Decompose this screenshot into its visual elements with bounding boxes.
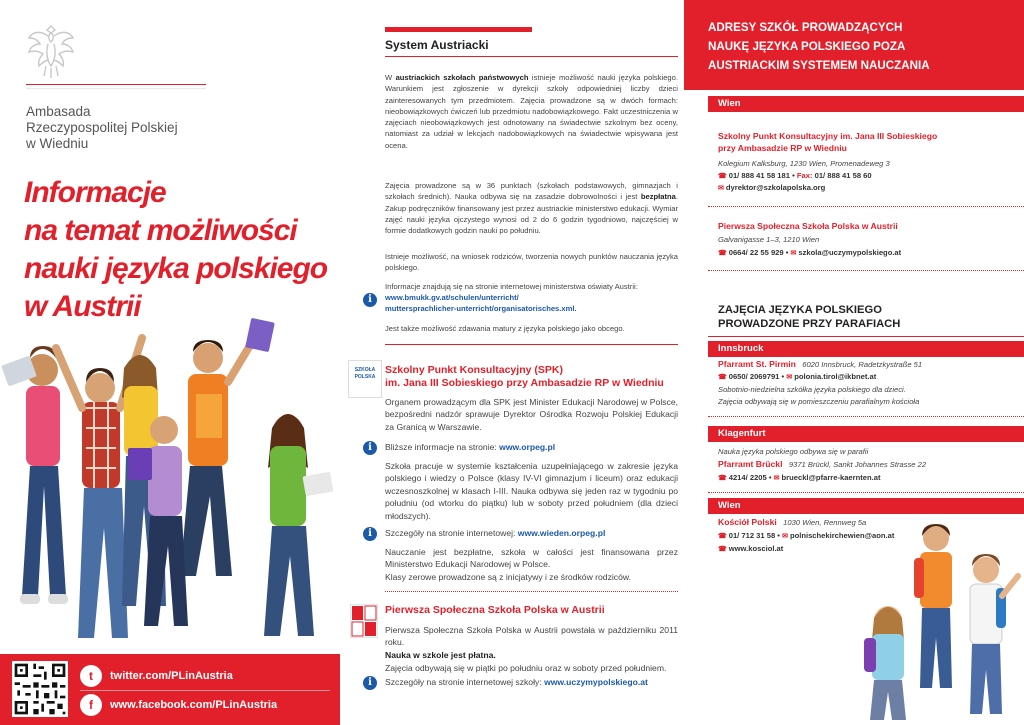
spk-paragraph-4: Klasy zerowe prowadzone są z inicjatywy i ze środków rodziców. [385, 572, 631, 582]
polish-church-name: Kościół Polski [718, 517, 777, 527]
spk-info-2-label: Szczegóły na stronie internetowej: [385, 528, 518, 538]
twitter-link[interactable] [80, 665, 233, 687]
parishes-title-line-2: PROWADZONE PRZY PARAFIACH [718, 318, 901, 330]
phone-icon: ☎ [718, 546, 727, 553]
phone-icon: ☎ [718, 533, 727, 540]
polish-church-phone: 01/ 712 31 58 [728, 531, 776, 540]
system-paragraph-1 [385, 72, 678, 151]
student-figure [264, 414, 334, 636]
section-divider [385, 591, 678, 592]
kosciol-link[interactable]: www.kosciol.at [728, 544, 784, 553]
title-line-2: na temat możliwości [24, 214, 297, 247]
child-figure [970, 554, 1018, 714]
spk-email[interactable]: dyrektor@szkolapolska.org [725, 183, 826, 192]
spk-contact: ☎ 01/ 888 41 58 181 • Fax: 01/ 888 41 58 60 [718, 171, 872, 180]
phone-icon: ☎ [718, 250, 727, 257]
embassy-line-3: w Wiedniu [26, 136, 89, 151]
pss-contact: ☎ 0664/ 22 55 929 • ✉ szkola@uczymypolskiego.at [718, 248, 902, 257]
facebook-url[interactable]: www.facebook.com/PLinAustria [110, 699, 278, 711]
city-bar-wien: Wien [708, 96, 1024, 112]
spk-fax: 01/ 888 41 58 60 [814, 171, 872, 180]
spk-info-1-label: Bliższe informacje na stronie: [385, 442, 500, 452]
spk-school-name [718, 130, 1024, 154]
info-icon: i [363, 293, 377, 307]
section-rule [385, 56, 678, 57]
polish-church-address: 1030 Wien, Rennweg 5a [783, 518, 867, 527]
p1-bold: austriackich szkołach państwowych [395, 73, 529, 82]
p1-prefix: W [385, 73, 396, 82]
system-paragraph-2 [385, 180, 678, 236]
p2-rest: . Zakup podręczników finansowany jest przez austriackie ministerstwo edukacji. Wymiar zajęć nauki języka ojczystego wynosi od 2 do 6 godzin tygodniowo, najczęściej w formie dodatkowych godzin nauki po południu. [385, 192, 678, 236]
innsbruck-email[interactable]: polonia.tirol@ikbnet.at [794, 372, 877, 381]
parishes-title [718, 303, 900, 331]
section-divider [708, 416, 1024, 417]
header-line-3: AUSTRIACKIM SYSTEMEM NAUCZANIA [708, 59, 930, 72]
middle-column [340, 0, 684, 725]
spk-school-name-line-2: przy Ambasadzie RP w Wiedniu [718, 143, 847, 153]
innsbruck-contact: ☎ 0650/ 2069791 • ✉ polonia.tirol@ikbnet.at [718, 372, 877, 381]
qr-code-icon[interactable] [12, 661, 68, 717]
orpeg-link[interactable]: www.orpeg.pl [499, 442, 556, 452]
child-figure [864, 606, 906, 720]
bmukk-link-line-2[interactable]: muttersprachlicher-unterricht/organisatorisches.xml. [385, 304, 577, 314]
pss-info-label: Szczegóły na stronie internetowej szkoły: [385, 677, 545, 687]
bmukk-link[interactable] [385, 292, 678, 315]
klagenfurt-email[interactable]: brueckl@pfarre-kaernten.at [781, 473, 881, 482]
innsbruck-phone: 0650/ 2069791 [728, 372, 780, 381]
parishes-title-line-1: ZAJĘCIA JĘZYKA POLSKIEGO [718, 304, 882, 316]
klagenfurt-note: Nauka języka polskiego odbywa się w parafii [718, 447, 869, 456]
klagenfurt-phone: 4214/ 2205 [728, 473, 767, 482]
pss-paragraph-1: Pierwsza Społeczna Szkoła Polska w Austrii powstała w październiku 2011 roku. [385, 625, 678, 648]
student-figure [1, 346, 68, 604]
fax-label: Fax: [796, 171, 813, 180]
phone-icon: ☎ [718, 374, 727, 381]
polish-church-contact: ☎ 01/ 712 31 58 • ✉ polnischekirchewien@aon.at [718, 531, 895, 540]
title-line-4: w Austrii [24, 290, 141, 323]
mail-icon: ✉ [718, 185, 724, 192]
spk-logo-text: SZKOŁA POLSKA [354, 367, 376, 380]
title-line-3: nauki języka polskiego [24, 252, 328, 285]
spk-paragraph-2: Szkoła pracuje w systemie kształcenia uzupełniającego w zakresie języka polskiego i wiedzy o Polsce (klasy IV-VI gimnazjum i liceum) oraz edukacji wczesnoszkolnej w klasach I-III. Nauka odbywa się jeden raz w tygodniu po południu (od wtorku do piątku) lub w soboty przed południem (dla dzieci młodszych). [385, 461, 678, 521]
innsbruck-parish-name: Pfarramt St. Pirmin [718, 359, 796, 369]
facebook-link[interactable] [80, 694, 277, 716]
mail-icon: ✉ [773, 475, 780, 482]
pss-info [385, 676, 678, 688]
spk-address: Kolegium Kalksburg, 1230 Wien, Promenadeweg 3 [718, 159, 890, 168]
system-paragraph-4: Informacje znajdują się na stronie internetowej ministerstwa oświaty Austrii: [385, 282, 638, 291]
eagle-emblem-icon [26, 22, 76, 80]
phone-icon: ☎ [718, 173, 727, 180]
embassy-line-1: Ambasada [26, 104, 91, 119]
phone-icon: ☎ [718, 475, 727, 482]
spk-info-1 [385, 441, 678, 453]
klagenfurt-parish-name: Pfarramt Brückl [718, 459, 783, 469]
twitter-url[interactable]: twitter.com/PLinAustria [110, 670, 233, 682]
pss-logo [350, 604, 378, 638]
klagenfurt-parish [718, 458, 1024, 470]
embassy-rule [26, 84, 206, 85]
p2-bold: bezpłatna [640, 192, 676, 202]
section-divider [708, 206, 1024, 207]
klagenfurt-address: 9371 Brückl, Sankt Johannes Strasse 22 [788, 460, 927, 469]
pss-paragraph-3: Zajęcia odbywają się w piątki po południu oraz w soboty przed południem. [385, 663, 667, 673]
spk-paragraph-3: Nauczanie jest bezpłatne, szkoła w całości jest finansowana przez Ministerstwo Edukacji Narodowej w Polsce. [385, 547, 678, 570]
pss-school-name: Pierwsza Społeczna Szkoła Polska w Austrii [718, 221, 898, 231]
spk-paragraph-1: Organem prowadzącym dla SPK jest Minister Edukacji Narodowej w Polsce, bezpośredni nadzór sprawuje Dyrektor Ośrodka Rozwoju Polskiej Edukacji za Granicą w Warszawie. [385, 397, 678, 432]
header-line-2: NAUKĘ JĘZYKA POLSKIEGO POZA [708, 40, 906, 53]
spk-school-name-line-1: Szkolny Punkt Konsultacyjny im. Jana III Sobieskiego [718, 131, 938, 141]
pss-phone: 0664/ 22 55 929 [728, 248, 784, 257]
header-line-1: ADRESY SZKÓŁ PROWADZĄCYCH [708, 21, 903, 34]
city-bar-klagenfurt: Klagenfurt [708, 426, 1024, 442]
section-rule [708, 336, 1024, 337]
title-line-1: Informacje [24, 176, 166, 209]
spk-title [385, 364, 678, 390]
student-figure [180, 318, 275, 576]
addresses-header [684, 0, 1024, 90]
system-paragraph-3: Istnieje możliwość, na wniosek rodziców, tworzenia nowych punktów nauczania języka polskiego. [385, 252, 678, 273]
spk-title-line-1: Szkolny Punkt Konsultacyjny (SPK) [385, 364, 563, 376]
students-photo [0, 298, 340, 658]
innsbruck-parish [718, 358, 1024, 370]
embassy-rule-light [26, 88, 206, 89]
facebook-icon: f [80, 694, 102, 716]
twitter-icon: t [80, 665, 102, 687]
pss-email[interactable]: szkola@uczymypolskiego.at [798, 248, 902, 257]
uczymypolskiego-link[interactable]: www.uczymypolskiego.at [544, 677, 648, 687]
section-divider [708, 270, 1024, 271]
info-icon: i [363, 527, 377, 541]
section-divider [708, 492, 1024, 493]
spk-email-row [718, 182, 1024, 194]
innsbruck-note-2: Zajęcia odbywają się w pomieszczeniu parafialnym kościoła [718, 397, 920, 406]
polish-church-email[interactable]: polnischekirchewien@aon.at [789, 531, 895, 540]
info-icon: i [363, 676, 377, 690]
innsbruck-note-1: Sobotnio-niedzielna szkółka języka polskiego dla dzieci. [718, 385, 906, 394]
children-photo [836, 520, 1024, 725]
spk-phone: 01/ 888 41 58 181 [728, 171, 790, 180]
spk-logo [348, 360, 382, 398]
city-bar-innsbruck: Innsbruck [708, 341, 1024, 357]
mail-icon: ✉ [786, 374, 793, 381]
embassy-line-2: Rzeczypospolitej Polskiej [26, 120, 178, 135]
embassy-name [26, 104, 178, 152]
innsbruck-address: 6020 Innsbruck, Radetzkystraße 51 [802, 360, 923, 369]
wieden-orpeg-link[interactable]: www.wieden.orpeg.pl [517, 528, 606, 538]
social-divider [80, 690, 330, 691]
spk-info-2 [385, 527, 678, 539]
section-rule [385, 344, 678, 345]
bmukk-link-line-1[interactable]: www.bmukk.gv.at/schulen/unterricht/ [385, 293, 519, 302]
section-rule [385, 27, 532, 32]
info-icon: i [363, 441, 377, 455]
klagenfurt-contact: ☎ 4214/ 2205 • ✉ brueckl@pfarre-kaernten.at [718, 473, 881, 482]
matura-note: Jest także możliwość zdawania matury z języka polskiego jako obcego. [385, 324, 625, 333]
child-figure [914, 524, 952, 688]
city-bar-wien-2: Wien [708, 498, 1024, 514]
mail-icon: ✉ [782, 533, 788, 540]
p2-start: Zajęcia prowadzone są w 36 punktach (szkołach podstawowych, gimnazjach i szkołach średnich). Nauka odbywa się na zasadzie dobrowolności i jest [385, 181, 678, 202]
left-panel [0, 0, 340, 725]
spk-title-line-2: im. Jana III Sobieskiego przy Ambasadzie RP w Wiedniu [385, 377, 664, 389]
pss-address: Galvanigasse 1–3, 1210 Wien [718, 235, 820, 244]
pss-title: Pierwsza Społeczna Szkoła Polska w Austrii [385, 604, 605, 616]
system-title: System Austriacki [385, 38, 489, 52]
pss-paid-note: Nauka w szkole jest płatna. [385, 650, 496, 660]
mail-icon: ✉ [790, 250, 797, 257]
p1-rest: istnieje możliwość nauki języka polskiego. Warunkiem jest zgłoszenie w dyrekcji szkoły odpowiedniej liczby dzieci zainteresowanych tym przedmiotem. Zajęcia prowadzone są w dwóch formach: nieobowiązkowych ćwiczeń lub przedmiotu nadobowiązkowego. Fakt uczestniczenia w zajęciach nieobowiązkowych jest odnotowany na świadectwie szkolnym bez oceny, natomiast za udział w lekcjach nadobowiązkowych na świadectwie wpisywana jest ocena. [385, 73, 678, 150]
